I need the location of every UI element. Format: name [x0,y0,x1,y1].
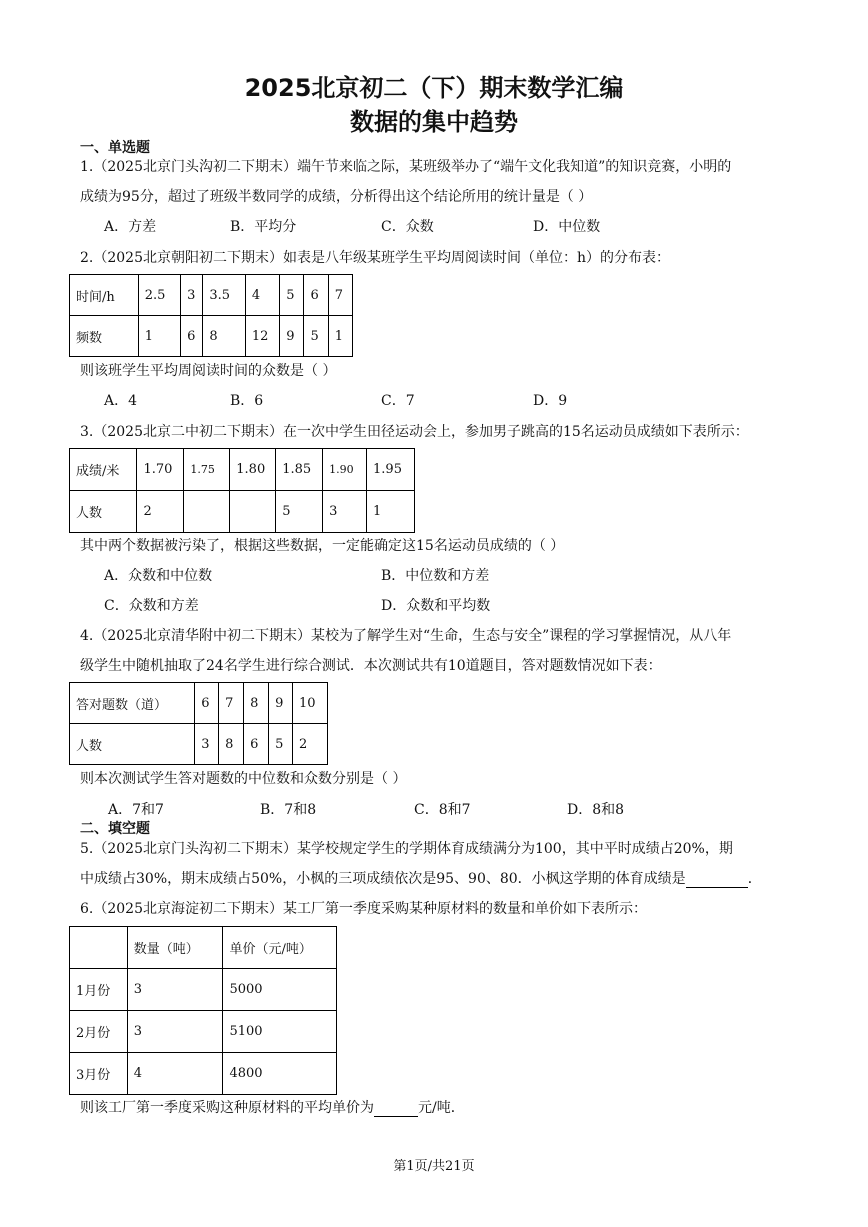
table-cell: 2 [137,491,184,533]
table-cell: 5 [304,316,328,357]
table-cell: 2月份 [70,1011,128,1053]
table-cell: 5100 [223,1011,337,1053]
q3-table [69,448,415,533]
table-row [70,683,328,724]
table-cell: 答对题数（道） [70,683,195,724]
table-cell: 频数 [70,316,139,357]
q2-table [69,274,353,357]
q1-text-line1: 1.（2025北京门头沟初二下期末）端午节来临之际，某班级举办了“端午文化我知道”的知识竞赛，小明的 [80,159,732,175]
q4-option-a: A．7和7 [108,802,164,818]
table-row [70,449,415,491]
answer-blank[interactable] [374,1100,418,1117]
table-cell: 8 [203,316,245,357]
q6-text-end: 元/吨． [418,1100,465,1116]
table-cell: 5 [280,275,304,316]
page-subtitle: 数据的集中趋势 [350,108,518,136]
q3-option-b: B．中位数和方差 [381,568,490,584]
q6-table [69,926,337,1095]
table-row [70,969,337,1011]
q4-option-c: C．8和7 [414,802,471,818]
table-cell: 单价（元/吨） [223,927,337,969]
table-row [70,1011,337,1053]
q5-text-end: ． [747,871,762,887]
q4-text-line2: 级学生中随机抽取了24名学生进行综合测试．本次测试共有10道题目，答对题数情况如下表： [80,658,662,674]
q4-option-d: D．8和8 [567,802,625,818]
table-cell: 3 [127,1011,223,1053]
table-cell: 1 [328,316,352,357]
table-cell: 5 [269,724,293,765]
table-cell: 3 [195,724,219,765]
table-cell: 3月份 [70,1053,128,1095]
table-row [70,927,337,969]
q1-text-line2: 成绩为95分，超过了班级半数同学的成绩，分析得出这个结论所用的统计量是（ ） [80,189,593,205]
page-number: 第1页/共21页 [393,1159,475,1174]
table-cell: 4 [245,275,279,316]
q2-question: 则该班学生平均周阅读时间的众数是（ ） [80,363,337,379]
q3-option-d: D．众数和平均数 [381,598,491,614]
table-cell: 3 [323,491,367,533]
table-cell: 1.70 [137,449,184,491]
q4-text-line1: 4.（2025北京清华附中初二下期末）某校为了解学生对“生命，生态与安全”课程的学习掌握情况，从八年 [80,628,732,644]
table-cell: 3.5 [203,275,245,316]
table-row [70,316,353,357]
table-cell: 10 [293,683,328,724]
table-cell: 1.85 [276,449,323,491]
table-cell: 1月份 [70,969,128,1011]
q2-option-c: C．7 [381,393,415,409]
q2-option-b: B．6 [230,393,264,409]
answer-blank[interactable] [686,871,748,888]
q3-option-c: C．众数和方差 [104,598,199,614]
table-cell: 3 [127,969,223,1011]
q4-option-b: B．7和8 [260,802,317,818]
q6-text-line1: 6.（2025北京海淀初二下期末）某工厂第一季度采购某种原材料的数量和单价如下表所示： [80,901,647,917]
table-cell: 6 [304,275,328,316]
table-row [70,1053,337,1095]
q1-option-a: A．方差 [104,219,157,235]
table-cell: 8 [244,683,269,724]
table-cell: 数量（吨） [127,927,223,969]
q5-text-line2 [80,868,762,888]
table-cell: 5000 [223,969,337,1011]
section-heading-single-choice: 一、单选题 [80,140,150,156]
table-cell: 1.95 [367,449,415,491]
table-cell [184,491,230,533]
table-cell: 9 [280,316,304,357]
table-cell: 12 [245,316,279,357]
q2-text-line1: 2.（2025北京朝阳初二下期末）如表是八年级某班学生平均周阅读时间（单位：h）的分布表： [80,250,671,266]
table-cell: 人数 [70,491,137,533]
q3-option-a: A．众数和中位数 [104,568,213,584]
table-cell: 1.90 [323,449,367,491]
table-cell: 成绩/米 [70,449,137,491]
table-cell: 1.75 [184,449,230,491]
table-row [70,275,353,316]
table-cell: 2 [293,724,328,765]
q3-question: 其中两个数据被污染了，根据这些数据，一定能确定这15名运动员成绩的（ ） [80,538,565,554]
table-cell: 7 [328,275,352,316]
q4-table [69,682,328,765]
table-cell: 2.5 [138,275,180,316]
table-cell: 8 [219,724,244,765]
table-cell [70,927,128,969]
table-cell: 3 [181,275,203,316]
q6-question [80,1097,465,1117]
q3-text-line1: 3.（2025北京二中初二下期末）在一次中学生田径运动会上，参加男子跳高的15名运动员成绩如下表所示： [80,424,749,440]
q1-option-c: C．众数 [381,219,434,235]
table-cell: 6 [181,316,203,357]
table-cell [230,491,276,533]
table-cell: 时间/h [70,275,139,316]
table-cell: 7 [219,683,244,724]
q2-option-d: D．9 [533,393,568,409]
table-row [70,724,328,765]
table-cell: 1 [138,316,180,357]
table-cell: 5 [276,491,323,533]
table-row [70,491,415,533]
table-cell: 1 [367,491,415,533]
table-cell: 4 [127,1053,223,1095]
q2-option-a: A．4 [104,393,138,409]
table-cell: 9 [269,683,293,724]
section-heading-fill-in: 二、填空题 [80,821,150,837]
q1-option-d: D．中位数 [533,219,601,235]
table-cell: 4800 [223,1053,337,1095]
q6-text: 则该工厂第一季度采购这种原材料的平均单价为 [80,1100,374,1116]
table-cell: 人数 [70,724,195,765]
q1-option-b: B．平均分 [230,219,297,235]
table-cell: 6 [244,724,269,765]
page-title: 2025北京初二（下）期末数学汇编 [244,74,624,102]
q5-text-line1: 5.（2025北京门头沟初二下期末）某学校规定学生的学期体育成绩满分为100，其中平时成绩占20%，期 [80,841,733,857]
table-cell: 1.80 [230,449,276,491]
q4-question: 则本次测试学生答对题数的中位数和众数分别是（ ） [80,771,407,787]
q5-text: 中成绩占30%，期末成绩占50%，小枫的三项成绩依次是95、90、80．小枫这学期的体育成绩是 [80,871,686,887]
table-cell: 6 [195,683,219,724]
